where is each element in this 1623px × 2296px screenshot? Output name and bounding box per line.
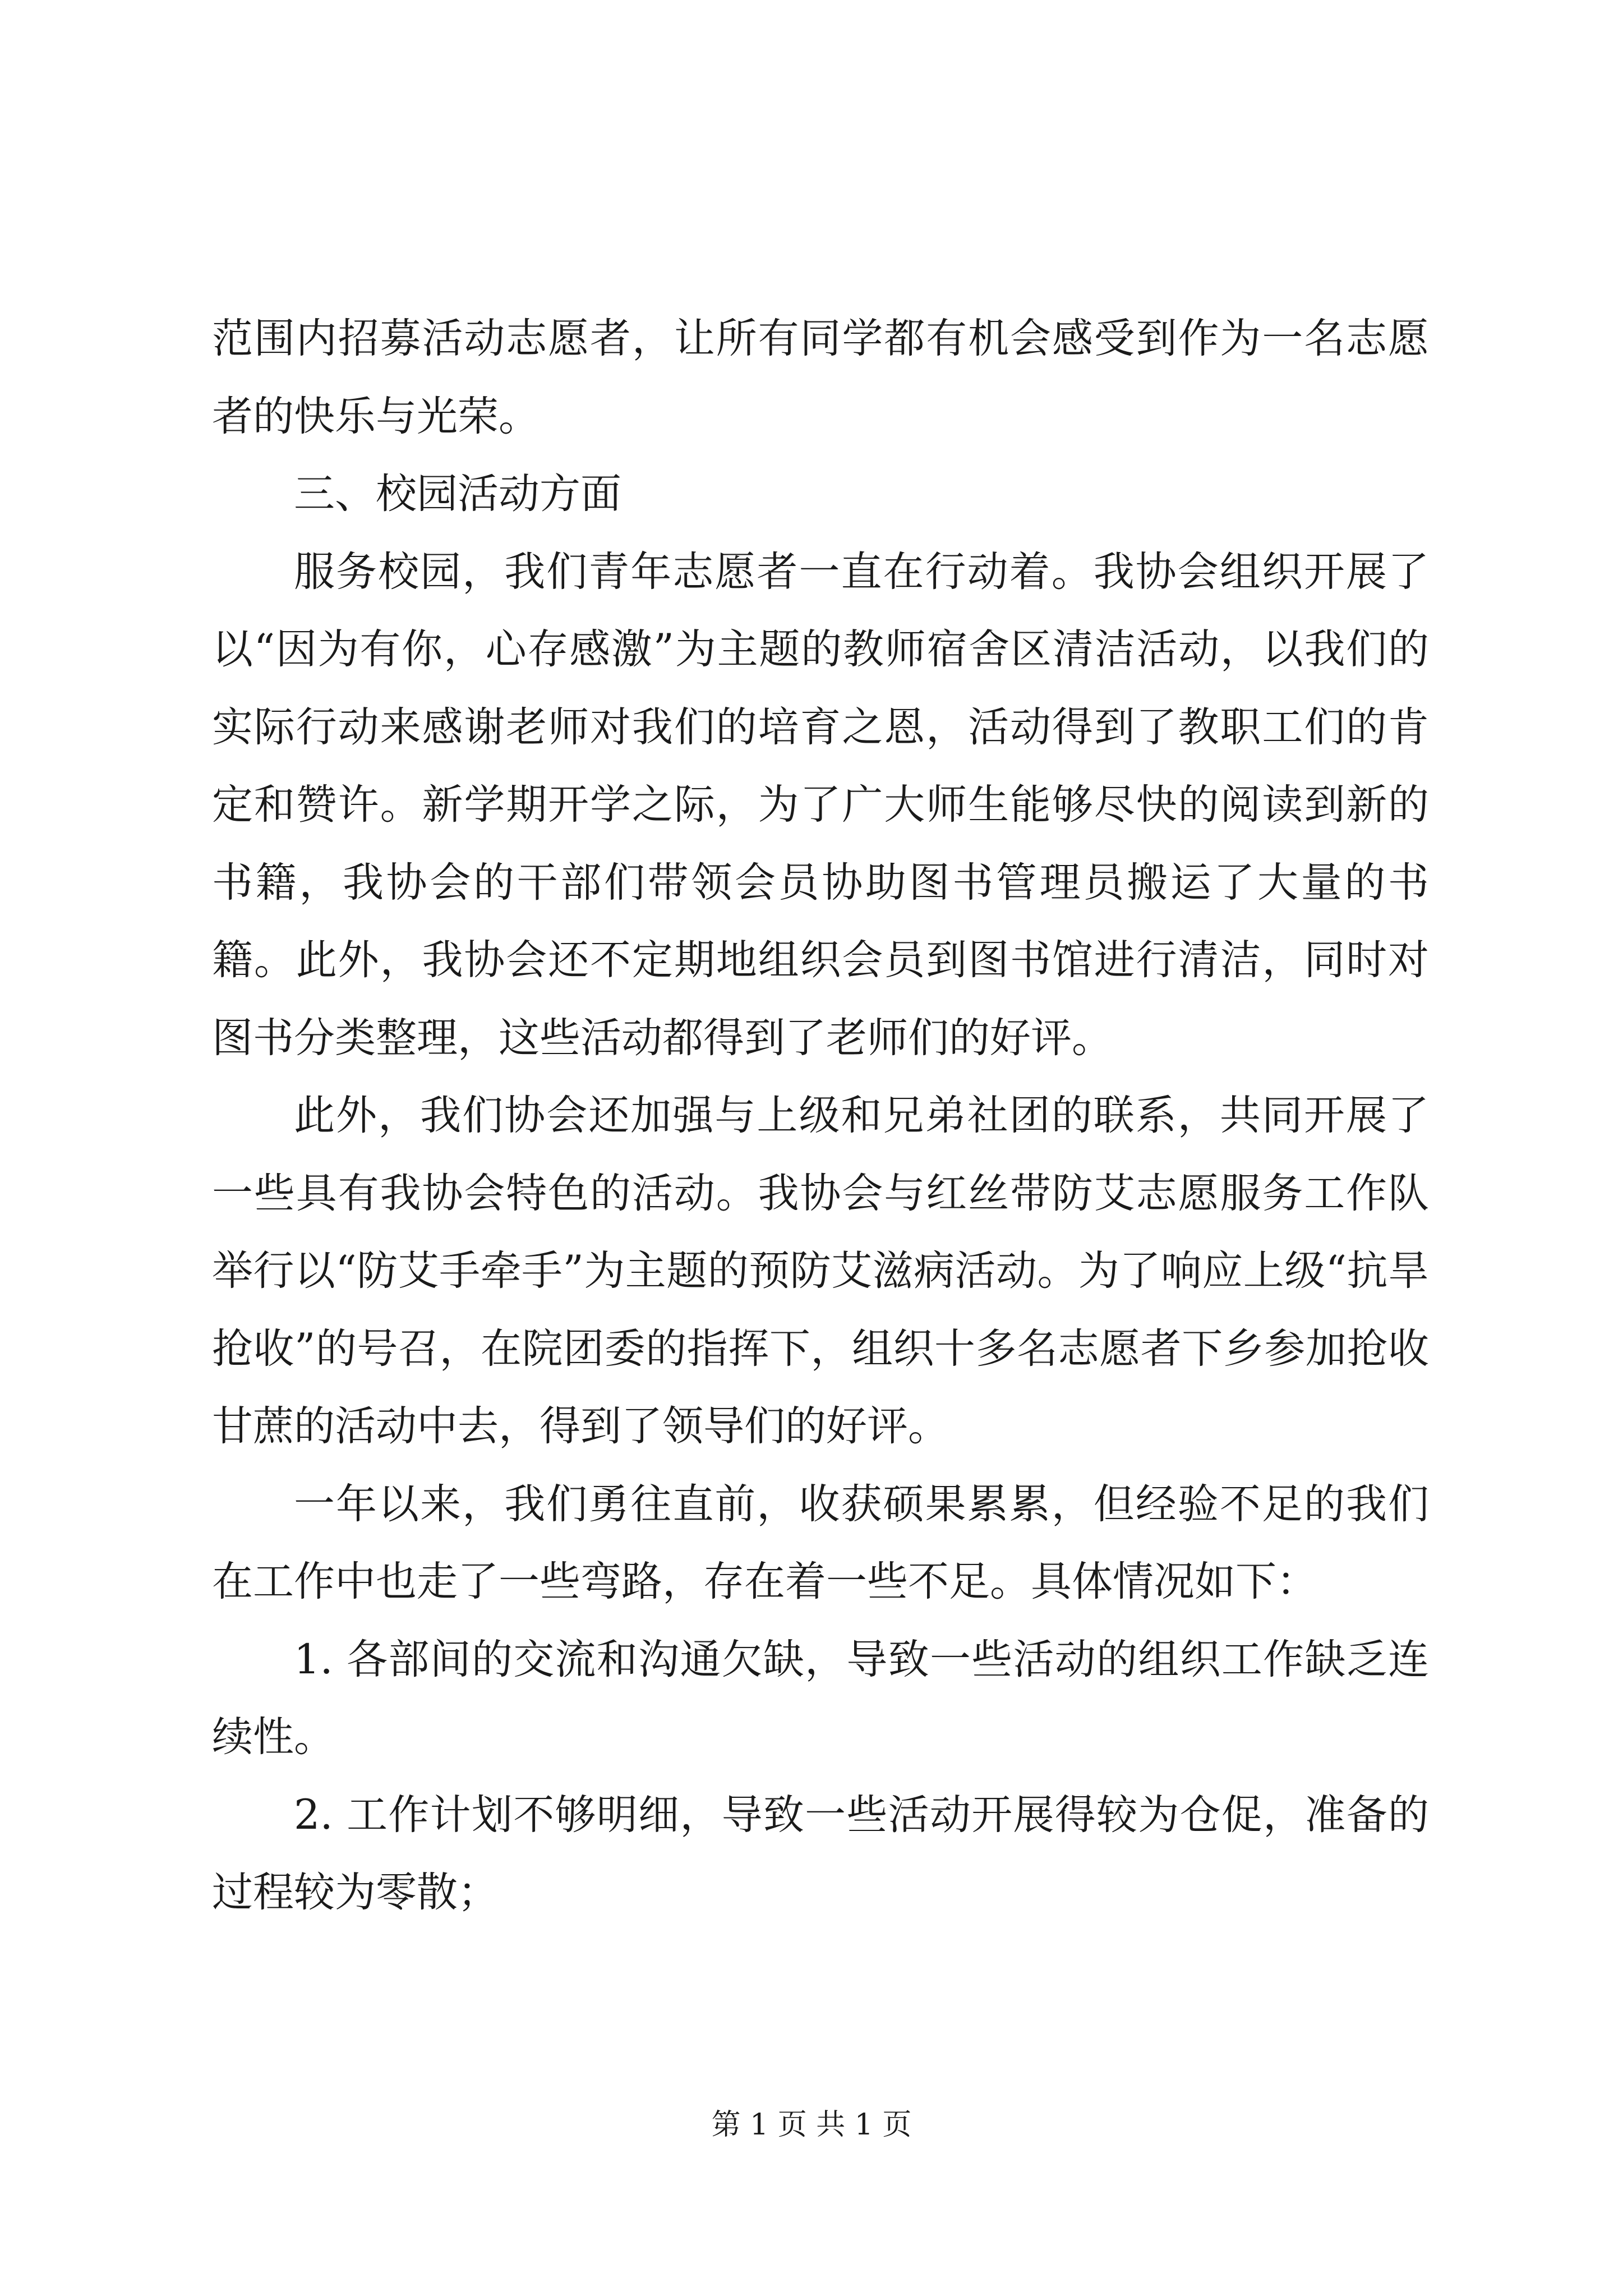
list-item-2: 2. 工作计划不够明细，导致一些活动开展得较为仓促，准备的过程较为零散； [212, 1791, 1429, 1916]
paragraph-cooperation: 此外，我们协会还加强与上级和兄弟社团的联系，共同开展了一些具有我协会特色的活动。我协会与红丝带防艾志愿服务工作队举行以“防艾手牵手”为主题的预防艾滋病活动。为了响应上级“抗旱抢收”的号召，在院团委的指挥下，组织十多名志愿者下乡参加抢收甘蔗的活动中去，得到了领导们的好评。 [212, 1092, 1429, 1450]
paragraph-campus-service: 服务校园，我们青年志愿者一直在行动着。我协会组织开展了以“因为有你，心存感激”为主题的教师宿舍区清洁活动，以我们的实际行动来感谢老师对我们的培育之恩，活动得到了教职工们的肯定和赞许。新学期开学之际，为了广大师生能够尽快的阅读到新的书籍，我协会的干部们带领会员协助图书管理员搬运了大量的书籍。此外，我协会还不定期地组织会员到图书馆进行清洁，同时对图书分类整理，这些活动都得到了老师们的好评。 [212, 547, 1429, 1062]
list-item-1: 1. 各部间的交流和沟通欠缺，导致一些活动的组织工作缺乏连续性。 [212, 1635, 1429, 1761]
page-footer: 第 1 页 共 1 页 [711, 2108, 912, 2142]
paragraph-summary: 一年以来，我们勇往直前，收获硕果累累，但经验不足的我们在工作中也走了一些弯路，存在着一些不足。具体情况如下： [212, 1480, 1429, 1605]
document-body [212, 300, 1429, 1932]
section-heading: 三、校园活动方面 [294, 470, 621, 518]
paragraph-continuation: 范围内招募活动志愿者，让所有同学都有机会感受到作为一名志愿者的快乐与光荣。 [212, 315, 1429, 440]
